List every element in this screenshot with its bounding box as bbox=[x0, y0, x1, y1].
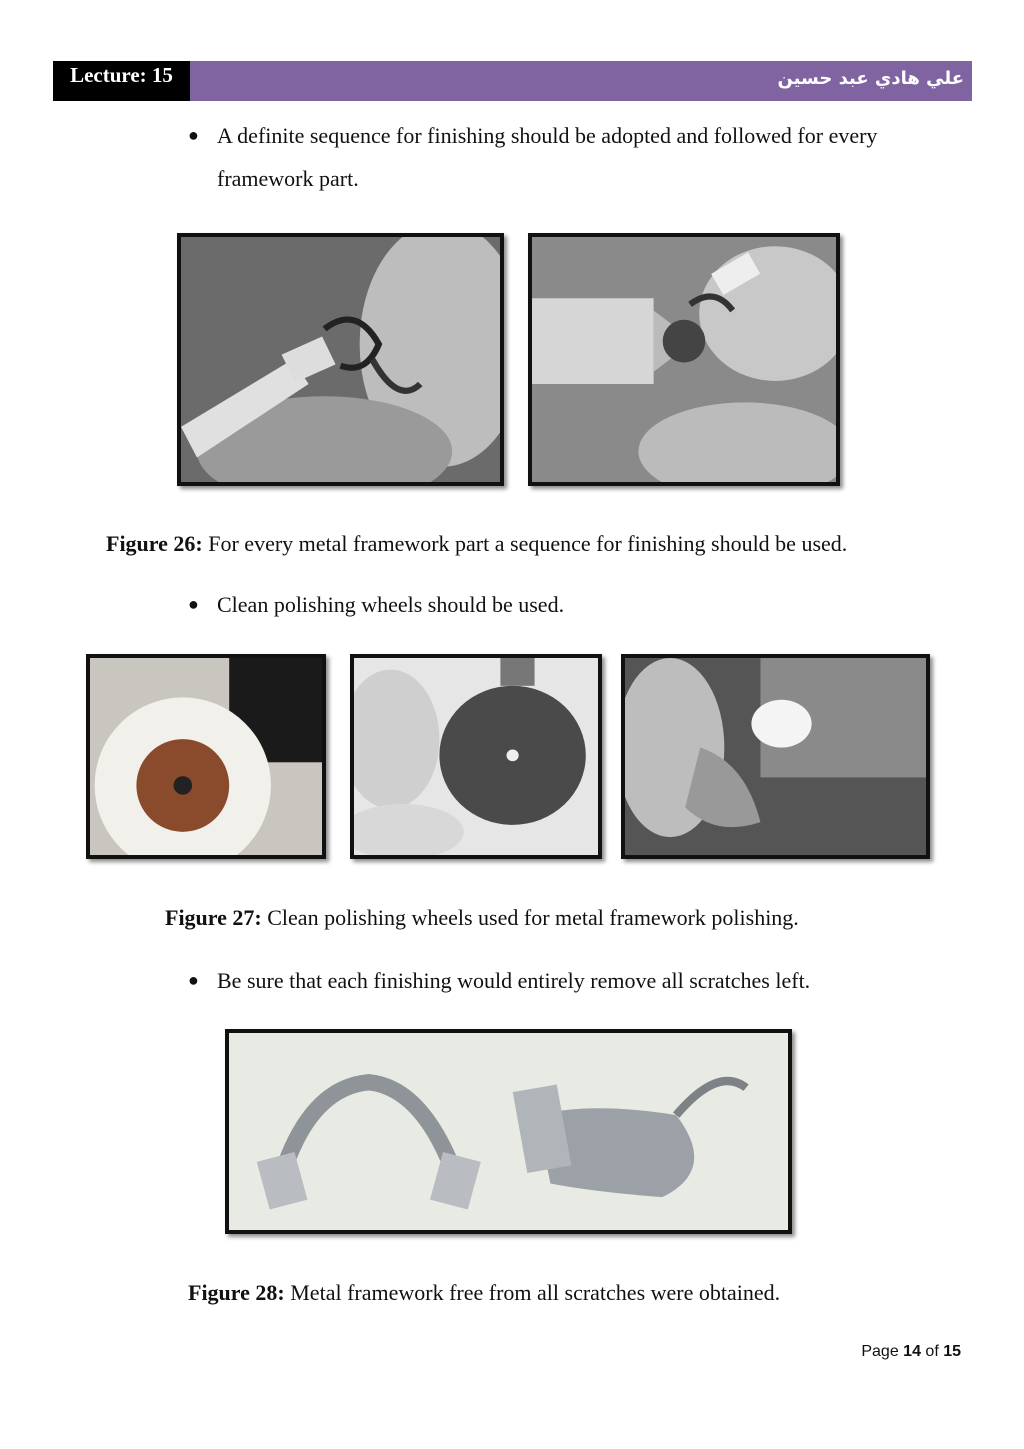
page-current: 14 bbox=[903, 1343, 921, 1360]
page-total: 15 bbox=[943, 1343, 961, 1360]
bullet-2-text: Clean polishing wheels should be used. bbox=[217, 592, 565, 617]
figure-28-label: Figure 28: bbox=[188, 1280, 285, 1305]
author-name: علي هادي عبد حسين bbox=[777, 68, 964, 89]
figure-27-photo-2 bbox=[350, 654, 602, 859]
figure-26-photo-right bbox=[528, 233, 840, 486]
bullet-2 bbox=[188, 583, 962, 626]
bullet-dot-icon: ● bbox=[188, 594, 199, 614]
bullet-dot-icon: ● bbox=[188, 970, 199, 990]
figure-27-label: Figure 27: bbox=[165, 905, 262, 930]
figure-27-caption bbox=[165, 905, 799, 931]
page-footer bbox=[861, 1343, 961, 1361]
page-prefix: Page bbox=[861, 1343, 904, 1360]
bullet-1-text: A definite sequence for finishing should be adopted and followed for every framework part. bbox=[217, 123, 878, 191]
figure-26-text: For every metal framework part a sequence for finishing should be used. bbox=[202, 531, 848, 556]
figure-28-photo bbox=[225, 1029, 792, 1234]
figure-27-photo-3 bbox=[621, 654, 930, 859]
bullet-dot-icon: ● bbox=[188, 125, 199, 145]
page-middle: of bbox=[920, 1343, 944, 1360]
figure-26-photo-left bbox=[177, 233, 504, 486]
figure-27-text: Clean polishing wheels used for metal framework polishing. bbox=[261, 905, 799, 930]
bullet-3 bbox=[188, 959, 962, 1002]
figure-28-caption bbox=[188, 1280, 780, 1306]
lecture-label: Lecture: 15 bbox=[53, 61, 190, 101]
bullet-3-text: Be sure that each finishing would entirely remove all scratches left. bbox=[217, 968, 811, 993]
figure-26-label: Figure 26: bbox=[106, 531, 203, 556]
figure-28-text: Metal framework free from all scratches were obtained. bbox=[284, 1280, 781, 1305]
figure-27-photo-1 bbox=[86, 654, 326, 859]
figure-26-caption bbox=[106, 531, 847, 557]
bullet-1 bbox=[188, 114, 962, 200]
